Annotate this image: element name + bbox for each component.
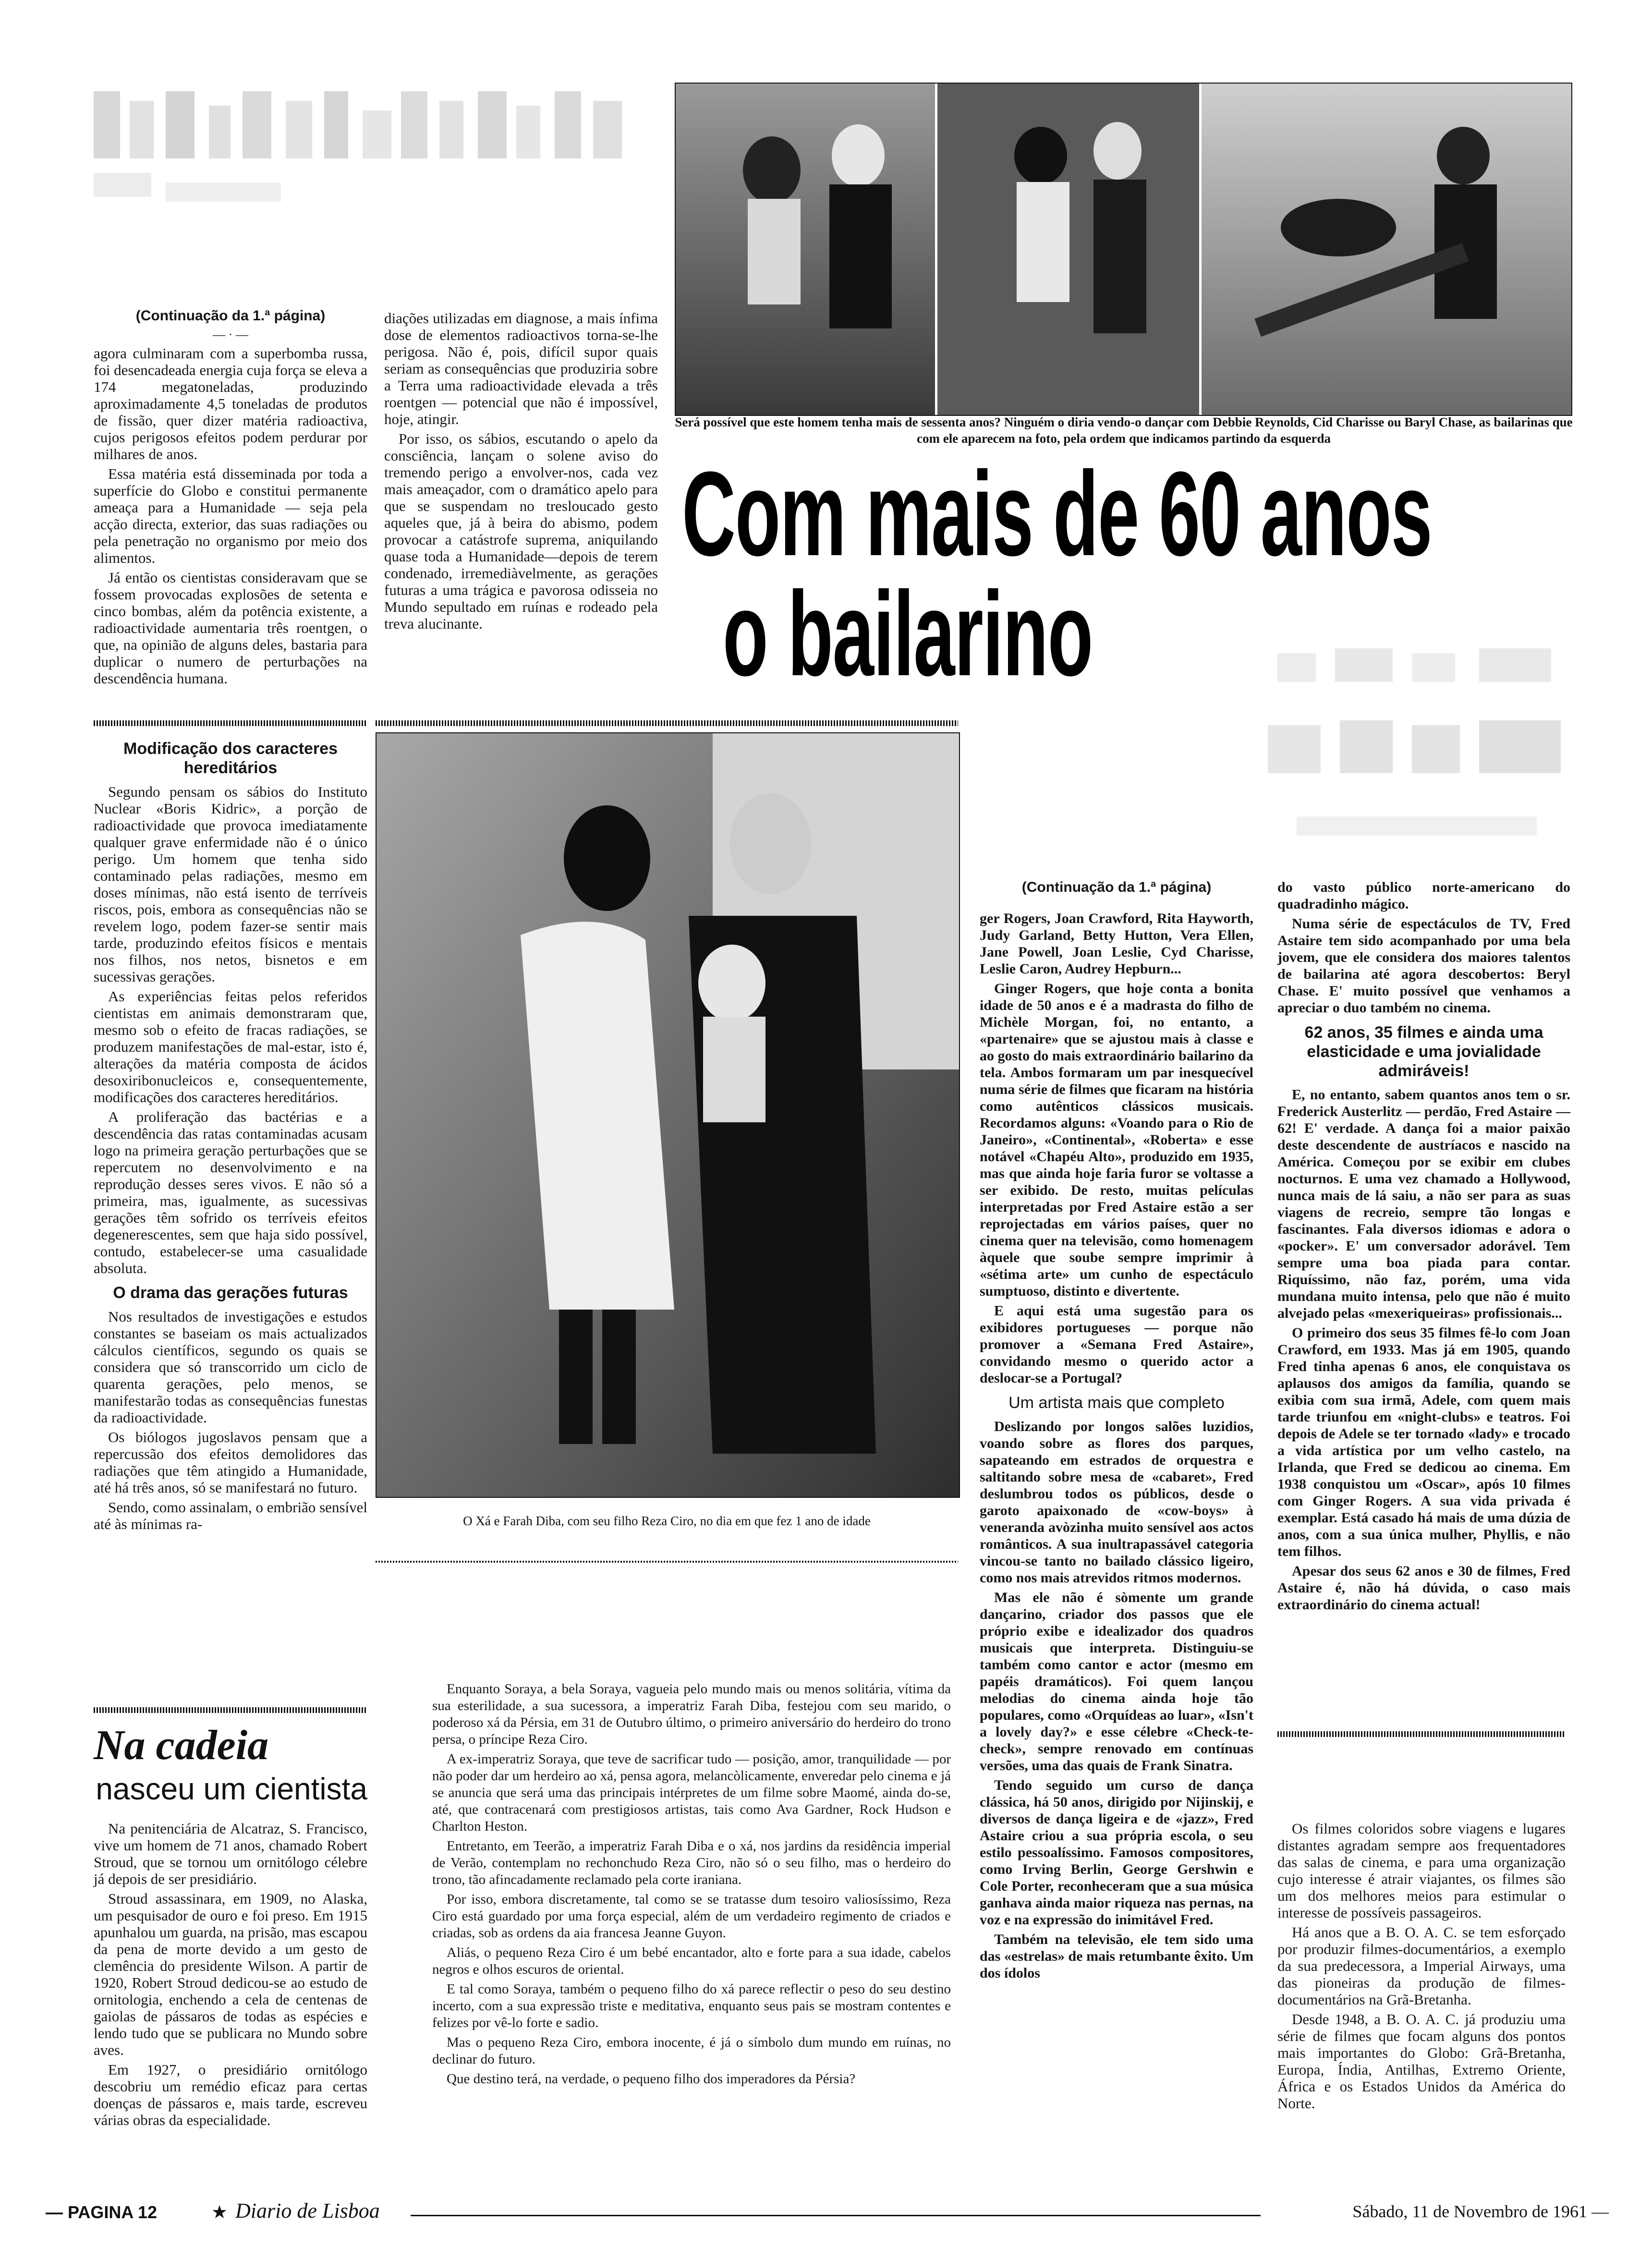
continuation-note: (Continuação da 1.ª página) (135, 308, 326, 324)
paragraph: Numa série de espectáculos de TV, Fred Astaire tem sido acompanhado por uma bela jovem, que ele considera dos maiores talentos de bailarina até agora descobertos: Beryl Chase. E' muito possível que venhamos a apreciar o duo também no cinema. (1277, 916, 1570, 1016)
shah-family-caption: O Xá e Farah Diba, com seu filho Reza Ciro, no dia em que fez 1 ano de idade (463, 1514, 871, 1528)
faded-headline (94, 72, 670, 216)
paragraph: agora culminaram com a superbomba russa, foi desencadeada energia cuja força se eleva a 174 megatoneladas, produzindo aproximadamente 4,5 toneladas de produtos de fissão, quer dizer matéria radioactiva, cujos perigosos efeitos podem perdurar por milhares de anos. (94, 345, 367, 462)
astaire-photo-caption: Será possível que este homem tenha mais de sessenta anos? Ninguém o diria vendo-o dançar com Debbie Reynolds, Cid Charisse ou Baryl Chase, as bailarinas que com ele aparecem na foto, pela ordem que indicamos partindo da esquerda (675, 415, 1573, 446)
paragraph: Tendo seguido um curso de dança clássica, há 50 anos, dirigido por Nijinskij, e diversos de dança ligeira e de «jazz», Fred Astaire criou a sua própria escola, o seu estilo pessoalíssimo. Famosos compositores, como Irving Berlin, George Gershwin e Cole Porter, reconheceram que a sua música ganhava ainda maior riqueza nas pernas, na voz e na expressão do inimitável Fred. (980, 1777, 1253, 1928)
paragraph: Na penitenciária de Alcatraz, S. Francisco, vive um homem de 71 anos, chamado Robert Stroud, que se tornou um ornitólogo célebre já depois de ser presidiário. (94, 1820, 367, 1887)
paragraph: Entretanto, em Teerão, a imperatriz Farah Diba e o xá, nos jardins da residência imperial de Verão, contemplam no rechonchudo Reza Ciro, não só o seu filho, mas o herdeiro do trono, tão afincadamente reclamado pela corte iraniana. (432, 1838, 951, 1887)
paragraph: Os biólogos jugoslavos pensam que a repercussão dos efeitos demolidores das radiações que têm atingido a Humanidade, até há três anos, só se manifestará no futuro. (94, 1429, 367, 1496)
paragraph: Nos resultados de investigações e estudos constantes se baseiam os mais actualizados cálculos científicos, segundo os quais se considera que só transcorrido um ciclo de quarenta gerações, pelo menos, se manifestarão todas as consequências funestas da radioactividade. (94, 1308, 367, 1426)
paragraph: Mas o pequeno Reza Ciro, embora inocente, é já o símbolo dum mundo em ruínas, no declinar do futuro. (432, 2035, 951, 2067)
column-rule (376, 1561, 958, 1563)
astaire-column-3 (1277, 879, 1570, 1616)
paragraph: Por isso, os sábios, escutando o apelo da consciência, lançam o solene aviso do tremendo perigo a envolver-nos, cada vez mais ameaçador, com o dramático apelo para que se suspendam no tresloucado gesto aqueles que, já à beira do abismo, podem provocar a catástrofe suprema, aniquilando quase toda a Humanidade—depois de terem condenado, irremediàvelmente, as gerações futuras a uma trágica e pavorosa odisseia no Mundo sepultado em ruínas e rodeado pela treva alucinante. (384, 430, 658, 632)
farah-article-body (432, 1681, 951, 2090)
paragraph: Segundo pensam os sábios do Instituto Nuclear «Boris Kidric», a porção de radioactividade que provoca imediatamente qualquer grave enfermidade não é o único perigo. Um homem que tenha sido contaminado pelas radiações, mesmo em doses mínimas, não está isento de terríveis riscos, pois, embora as consequências não se revelem logo, podem fazer-se sentir mais tarde, produzindo efeitos físicos e mentais nos filhos, nos netos, bisnetos e em sucessivas gerações. (94, 783, 367, 985)
scientist-headline (94, 1722, 372, 1808)
paragraph: Que destino terá, na verdade, o pequeno filho dos imperadores da Pérsia? (447, 2071, 856, 2087)
paragraph: ger Rogers, Joan Crawford, Rita Hayworth, Judy Garland, Betty Hutton, Vera Ellen, Jane Powell, Joan Leslie, Cyd Charisse, Leslie Caron, Audrey Hepburn... (980, 911, 1253, 977)
subheading: Modificação dos caracteres hereditários (123, 740, 338, 777)
astaire-headline-line2: o bailarino (723, 567, 1093, 701)
paragraph: Há anos que a B. O. A. C. se tem esforçado por produzir filmes-documentários, a exemplo da sua predecessora, a Imperial Airways, uma das pioneiras da produção de filmes-documentários na Grã-Bretanha. (1277, 1924, 1566, 2008)
paragraph: As experiências feitas pelos referidos cientistas em animais demonstraram que, mesmo sob o efeito de fracas radiações, se produzem manifestações de mal-estar, isto é, alterações da matéria composta de ácidos desoxiribonucleicos e, consequentemente, modificações dos caracteres hereditários. (94, 988, 367, 1105)
scientist-title: Na cadeia (94, 1722, 269, 1769)
paragraph: E aqui está uma sugestão para os exibidores portugueses — porque não promover a «Semana Fred Astaire», convidando mesmo o querido actor a deslocar-se a Portugal? (980, 1303, 1253, 1386)
column-rule (94, 1707, 367, 1713)
astaire-dance-photo (675, 83, 1572, 416)
dash-separator: — · — (213, 328, 248, 341)
boac-article-body (1277, 1820, 1566, 2114)
paragraph: Sendo, como assinalam, o embrião sensível até às mínimas ra- (94, 1499, 367, 1532)
paragraph: Aliás, o pequeno Reza Ciro é um bebé encantador, alto e forte para a sua idade, cabelos negros e olhos escuros de oriental. (432, 1945, 951, 1977)
subheading: O drama das gerações futuras (113, 1284, 348, 1302)
paragraph: E tal como Soraya, também o pequeno filho do xá parece reflectir o peso do seu destino incerto, com a sua expressão triste e meditativa, enquanto seus pais se mostram contentes e felizes por vê-lo forte e sadio. (432, 1981, 951, 2030)
faded-decor (1268, 639, 1575, 864)
paragraph: Deslizando por longos salões luzidios, voando sobre as flores dos parques, sapateando em estrados de orquestra e saltitando sobre mesa de «cabaret», Fred deslumbrou todos os públicos, desde o garoto apaixonado de «cow-boys» à veneranda avòzinha muito sensível aos actos românticos. A sua inultrapassável categoria vincou-se tanto no bailado clássico ligeiro, como nos mais atrevidos ritmos modernos. (980, 1419, 1253, 1586)
continuation-note: (Continuação da 1.ª página) (1021, 879, 1212, 895)
scientist-subtitle: nasceu um cientista (96, 1772, 367, 1806)
page-footer (46, 2198, 1609, 2227)
faded-headline-marks (94, 72, 670, 216)
column-rule (94, 720, 367, 726)
subheading-62-anos: 62 anos, 35 filmes e ainda uma elasticidade e uma jovialidade admiráveis! (1304, 1023, 1543, 1080)
dance-photo-image (676, 84, 1571, 415)
radiation-column-a (94, 307, 367, 690)
paragraph: O primeiro dos seus 35 filmes fê-lo com Joan Crawford, em 1933. Mas já em 1905, quando Fred tinha apenas 6 anos, ele conquistava os aplausos dos amigos da família, quando se exibia com sua irmã, Adele, com quem mais tarde triunfou em «night-clubs» e teatros. Foi depois de Adele se ter tornado «lady» e trocado a vida artística por um velho castelo, na Irlanda, que Fred se dedicou ao cinema. Em 1938 conquistou um «Oscar», após 10 filmes com Ginger Rogers. A sua vida privada é exemplar. Está casado há mais de uma dúzia de anos, com a sua única mulher, Phyllis, e não tem filhos. (1277, 1325, 1570, 1559)
paragraph: Por isso, embora discretamente, tal como se se tratasse dum tesoiro valiosíssimo, Reza Ciro está guardado por uma força especial, além de um verdadeiro regimento de criados e criadas, sob as ordens da aia francesa Jeanne Guyon. (432, 1892, 951, 1941)
paragraph: Mas ele não é sòmente um grande dançarino, criador dos passos que ele próprio exibe e idealizador dos quadros musicais que interpreta. Distinguiu-se também como cantor e actor (mesmo em papéis dramáticos). Foi quem lançou melodias do cinema ainda hoje tão populares, como «Orquídeas ao luar», «Isn't a lovely day?» e esse célebre «Check-te-check», sempre renovado em contínuas versões, uma das quais de Frank Sinatra. (980, 1590, 1253, 1773)
masthead-logo: Diario de Lisboa (235, 2199, 380, 2223)
footer-rule (411, 2215, 1261, 2216)
paragraph: Os filmes coloridos sobre viagens e lugares distantes agradam sempre aos frequentadores das salas de cinema, e para uma organização cujo interesse é atrair viajantes, os filmes são um dos melhores meios para estimular o interesse de possíveis passageiros. (1277, 1820, 1566, 1921)
paragraph: Essa matéria está disseminada por toda a superfície do Globo e constitui permanente ameaça para a Humanidade — seja pela acção directa, exterior, das suas radiações ou pela penetração no organismo por meio dos alimentos. (94, 465, 367, 566)
paragraph: A proliferação das bactérias e a descendência das ratas contaminadas acusam logo na primeira geração perturbações que se repercutem no desenvolvimento e na reprodução desses seres vivos. E não só a primeira, mas, igualmente, as sucessivas gerações têm sofrido os terríveis efeitos degenerescentes, sem que haja sido possível, contudo, estabelecer-se uma casualidade absoluta. (94, 1108, 367, 1276)
paragraph: diações utilizadas em diagnose, a mais ínfima dose de elementos radioactivos torna-se-lhe perigosa. Não é, pois, difícil supor quais seriam as consequências que produziria sobre a Terra uma radioactividade elevada a três roentgen — potencial que não é impossível, hoje, atingir. (384, 310, 658, 427)
astaire-column-1 (980, 879, 1253, 1984)
paragraph: Em 1927, o presidiário ornitólogo descobriu um remédio eficaz para certas doenças de pássaros e, mais tarde, escreveu várias obras da especialidade. (94, 2061, 367, 2128)
subheading: Um artista mais que completo (1008, 1394, 1225, 1412)
radiation-column-c (94, 732, 367, 1535)
column-rule (376, 720, 958, 726)
faded-decor-marks (1268, 639, 1575, 864)
column-rule (1277, 1731, 1566, 1737)
shah-family-image (377, 733, 959, 1497)
scientist-body (94, 1820, 367, 2131)
paragraph: do vasto público norte-americano do quadradinho mágico. (1277, 879, 1570, 912)
paragraph: Enquanto Soraya, a bela Soraya, vagueia pelo mundo mais ou menos solitária, vítima da sua esterilidade, a sua sucessora, a imperatriz Farah Diba, festejou com seu marido, o poderoso xá da Pérsia, em 31 de Outubro último, o primeiro aniversário do herdeiro do trono persa, o príncipe Reza Ciro. (432, 1681, 951, 1747)
issue-date: Sábado, 11 de Novembro de 1961 — (1352, 2202, 1609, 2221)
paragraph: Ginger Rogers, que hoje conta a bonita idade de 50 anos e é a madrasta do filho de Michèle Morgan, foi, no entanto, a «partenaire» que se ajustou mais à classe e ao gosto do mais extraordinário bailarino da tela. Ambos formaram um par inesquecível numa série de filmes que ficaram na história como autênticos clássicos musicais. Recordamos alguns: «Voando para o Rio de Janeiro», «Continental», «Roberta» e esse notável «Chapéu Alto», produzido em 1935, mas que ainda hoje faria furor se voltasse a ser exibido. De resto, muitas películas interpretadas por Fred Astaire estão a ser reprojectadas em vários países, quer no cinema quer na televisão, como homenagem àquele que soube sempre imprimir à «sétima arte» um cunho de espectáculo sumptuoso, distinto e divertente. (980, 981, 1254, 1299)
paragraph: Apesar dos seus 62 anos e 30 de filmes, Fred Astaire é, não há dúvida, o caso mais extraordinário do cinema actual! (1277, 1563, 1570, 1613)
paragraph: Também na televisão, ele tem sido uma das «estrelas» de mais retumbante êxito. Um dos ídolos (980, 1931, 1253, 1981)
paragraph: E, no entanto, sabem quantos anos tem o sr. Frederick Austerlitz — perdão, Fred Astaire — 62! E' verdade. A dança foi a maior paixão deste descendente de austríacos e nascido na América. Começou por se exibir em clubes nocturnos. E uma vez chamado a Hollywood, nunca mais de lá saiu, a não ser para as suas viagens de recreio, sempre tão longas e fascinantes. Fala diversos idiomas e adora o «pocker». E' um conversador adorável. Tem sempre uma boa piada para contar. Riquíssimo, não faz, porém, uma vida mundana muito intensa, pelo que não é muito alvejado pelas «mexeriqueiras» profissionais... (1277, 1087, 1570, 1321)
star-icon: ★ (211, 2202, 228, 2223)
shah-family-photo (376, 732, 960, 1498)
page-number: — PAGINA 12 (46, 2202, 158, 2222)
astaire-headline-line1: Com mais de 60 anos (682, 447, 1432, 581)
radiation-column-b (384, 310, 658, 635)
paragraph: A ex-imperatriz Soraya, que teve de sacrificar tudo — posição, amor, tranquilidade — por não poder dar um herdeiro ao xá, pensa agora, melancòlicamente, enveredar pelo cinema e já se anuncia que será uma das principais intérpretes de um filme sobre Maomé, ainda do-se, até, que contracenará com prestigiosos artistas, tais como Ava Gardner, Rock Hudson e Charlton Heston. (432, 1751, 951, 1834)
paragraph: Desde 1948, a B. O. A. C. já produziu uma série de filmes que focam alguns dos pontos mais importantes do Globo: Grã-Bretanha, Europa, Índia, Antilhas, Extremo Oriente, África e os Estados Unidos da América do Norte. (1277, 2011, 1566, 2112)
paragraph: Já então os cientistas consideravam que se fossem provocadas explosões de setenta e cinco bombas, além da potência existente, a radioactividade aumentaria três roentgen, o que, na opinião de alguns deles, bastaria para duplicar o numero de perturbações na descendência humana. (94, 569, 367, 687)
paragraph: Stroud assassinara, em 1909, no Alaska, um pesquisador de ouro e foi preso. Em 1915 apunhalou um guarda, na prisão, mas escapou da pena de morte devido a um gesto de clemência do presidente Wilson. A partir de 1920, Robert Stroud dedicou-se ao estudo de ornitologia, enchendo a cela de centenas de gaiolas de pássaros de todas as espécies e lendo tudo que se publicara no Mundo sobre aves. (94, 1890, 367, 2058)
